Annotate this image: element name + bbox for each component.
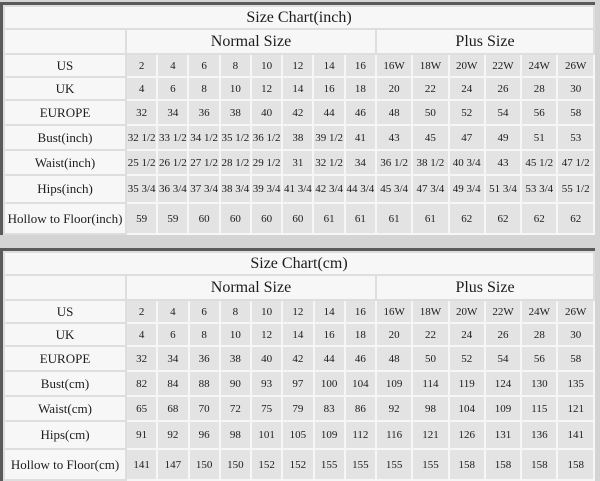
size-value-cell: 2 <box>126 300 157 323</box>
size-value-cell: 20W <box>449 300 485 323</box>
size-value-cell: 155 <box>345 449 376 480</box>
size-value-cell: 39 1/2 <box>313 125 344 150</box>
row-label: Waist(inch) <box>4 150 126 175</box>
size-value-cell: 105 <box>282 421 313 449</box>
row-label: UK <box>4 323 126 346</box>
size-value-cell: 150 <box>189 449 220 480</box>
size-value-cell: 98 <box>220 421 251 449</box>
plus-size-header: Plus Size <box>376 29 594 54</box>
row-label: Bust(cm) <box>4 371 126 396</box>
size-value-cell: 61 <box>313 203 344 234</box>
size-value-cell: 152 <box>282 449 313 480</box>
size-value-cell: 38 1/2 <box>412 150 448 175</box>
size-value-cell: 16W <box>376 300 412 323</box>
size-value-cell: 36 1/2 <box>376 150 412 175</box>
size-value-cell: 12 <box>251 323 282 346</box>
size-value-cell: 40 <box>251 346 282 371</box>
size-value-cell: 4 <box>126 323 157 346</box>
table-row <box>4 77 594 100</box>
size-value-cell: 26 1/2 <box>157 150 188 175</box>
size-value-cell: 33 1/2 <box>157 125 188 150</box>
size-value-cell: 18W <box>412 54 448 77</box>
size-value-cell: 10 <box>220 77 251 100</box>
row-label: Hollow to Floor(inch) <box>4 203 126 234</box>
size-value-cell: 35 3/4 <box>126 175 157 203</box>
row-label: EUROPE <box>4 100 126 125</box>
size-value-cell: 60 <box>220 203 251 234</box>
size-value-cell: 16 <box>345 54 376 77</box>
size-value-cell: 32 1/2 <box>126 125 157 150</box>
size-value-cell: 68 <box>157 396 188 421</box>
size-value-cell: 16 <box>313 77 344 100</box>
size-value-cell: 2 <box>126 54 157 77</box>
row-label: Bust(inch) <box>4 125 126 150</box>
size-value-cell: 12 <box>282 300 313 323</box>
size-value-cell: 32 <box>126 100 157 125</box>
size-value-cell: 54 <box>485 100 521 125</box>
size-value-cell: 93 <box>251 371 282 396</box>
size-value-cell: 34 1/2 <box>188 125 219 150</box>
plus-size-header: Plus Size <box>376 275 594 300</box>
size-value-cell: 10 <box>220 323 251 346</box>
size-value-cell: 48 <box>376 346 412 371</box>
table-row <box>4 125 594 150</box>
size-value-cell: 14 <box>313 54 344 77</box>
size-value-cell: 126 <box>449 421 485 449</box>
size-value-cell: 16W <box>376 54 412 77</box>
size-value-cell: 41 <box>345 125 376 150</box>
size-value-cell: 61 <box>412 203 448 234</box>
size-value-cell: 98 <box>412 396 448 421</box>
size-value-cell: 36 <box>188 100 219 125</box>
size-table-cm <box>3 251 595 481</box>
size-value-cell: 34 <box>345 150 376 175</box>
size-value-cell: 28 1/2 <box>220 150 251 175</box>
size-value-cell: 41 3/4 <box>282 175 313 203</box>
size-value-cell: 135 <box>557 371 594 396</box>
size-value-cell: 14 <box>314 300 345 323</box>
row-label: UK <box>4 77 126 100</box>
size-value-cell: 53 <box>557 125 594 150</box>
row-label: Waist(cm) <box>4 396 126 421</box>
size-value-cell: 45 1/2 <box>521 150 557 175</box>
size-value-cell: 51 3/4 <box>485 175 521 203</box>
size-value-cell: 91 <box>126 421 157 449</box>
size-value-cell: 56 <box>521 100 557 125</box>
size-value-cell: 155 <box>376 449 412 480</box>
size-value-cell: 6 <box>157 77 188 100</box>
size-value-cell: 8 <box>189 323 220 346</box>
size-value-cell: 59 <box>126 203 157 234</box>
row-label: Hollow to Floor(cm) <box>4 449 126 480</box>
size-value-cell: 121 <box>412 421 448 449</box>
size-value-cell: 104 <box>449 396 485 421</box>
size-value-cell: 62 <box>557 203 594 234</box>
size-value-cell: 58 <box>557 100 594 125</box>
size-value-cell: 22 <box>412 323 448 346</box>
size-value-cell: 84 <box>157 371 188 396</box>
size-value-cell: 124 <box>485 371 521 396</box>
size-value-cell: 20 <box>376 77 412 100</box>
size-value-cell: 28 <box>521 77 557 100</box>
table-row <box>4 300 594 323</box>
size-chart-inch-table <box>0 2 595 235</box>
size-value-cell: 38 3/4 <box>220 175 251 203</box>
size-value-cell: 70 <box>189 396 220 421</box>
size-value-cell: 37 3/4 <box>188 175 219 203</box>
size-value-cell: 62 <box>485 203 521 234</box>
size-value-cell: 4 <box>157 300 188 323</box>
column-group-row <box>4 29 594 54</box>
size-value-cell: 32 1/2 <box>313 150 344 175</box>
size-value-cell: 34 <box>157 100 188 125</box>
size-value-cell: 42 3/4 <box>313 175 344 203</box>
size-value-cell: 26 <box>485 323 521 346</box>
table-row <box>4 371 594 396</box>
size-value-cell: 65 <box>126 396 157 421</box>
size-value-cell: 158 <box>485 449 521 480</box>
size-value-cell: 35 1/2 <box>220 125 251 150</box>
size-value-cell: 55 1/2 <box>557 175 594 203</box>
size-value-cell: 42 <box>282 346 313 371</box>
size-value-cell: 147 <box>157 449 188 480</box>
size-value-cell: 141 <box>557 421 594 449</box>
size-value-cell: 16 <box>345 300 376 323</box>
size-value-cell: 59 <box>157 203 188 234</box>
size-value-cell: 60 <box>251 203 282 234</box>
size-value-cell: 34 <box>157 346 188 371</box>
size-value-cell: 158 <box>557 449 594 480</box>
row-label: US <box>4 300 126 323</box>
size-value-cell: 40 3/4 <box>449 150 485 175</box>
size-value-cell: 8 <box>188 77 219 100</box>
size-value-cell: 45 <box>412 125 448 150</box>
size-value-cell: 14 <box>282 323 313 346</box>
size-value-cell: 101 <box>251 421 282 449</box>
size-value-cell: 46 <box>345 346 376 371</box>
row-label: Hips(inch) <box>4 175 126 203</box>
size-value-cell: 47 3/4 <box>412 175 448 203</box>
size-value-cell: 54 <box>485 346 521 371</box>
size-value-cell: 88 <box>189 371 220 396</box>
title-row <box>4 6 594 29</box>
row-label: Hips(cm) <box>4 421 126 449</box>
size-value-cell: 86 <box>345 396 376 421</box>
size-value-cell: 4 <box>157 54 188 77</box>
size-value-cell: 6 <box>189 300 220 323</box>
size-value-cell: 109 <box>376 371 412 396</box>
table-row <box>4 150 594 175</box>
size-value-cell: 43 <box>376 125 412 150</box>
size-value-cell: 104 <box>345 371 376 396</box>
size-value-cell: 83 <box>314 396 345 421</box>
size-value-cell: 62 <box>449 203 485 234</box>
size-value-cell: 24W <box>521 54 557 77</box>
row-label: EUROPE <box>4 346 126 371</box>
size-value-cell: 47 1/2 <box>557 150 594 175</box>
size-value-cell: 155 <box>412 449 448 480</box>
size-value-cell: 90 <box>220 371 251 396</box>
normal-size-header: Normal Size <box>126 275 376 300</box>
size-value-cell: 20 <box>376 323 412 346</box>
table-row <box>4 100 594 125</box>
size-value-cell: 82 <box>126 371 157 396</box>
size-value-cell: 26 <box>485 77 521 100</box>
size-value-cell: 29 1/2 <box>251 150 282 175</box>
size-value-cell: 12 <box>251 77 282 100</box>
size-value-cell: 42 <box>282 100 313 125</box>
size-value-cell: 31 <box>282 150 313 175</box>
size-value-cell: 12 <box>282 54 313 77</box>
table-row <box>4 346 594 371</box>
size-value-cell: 158 <box>521 449 557 480</box>
table-row <box>4 175 594 203</box>
size-value-cell: 92 <box>157 421 188 449</box>
size-value-cell: 49 <box>485 125 521 150</box>
title-row <box>4 252 594 275</box>
size-value-cell: 36 1/2 <box>251 125 282 150</box>
size-value-cell: 121 <box>557 396 594 421</box>
size-value-cell: 8 <box>220 300 251 323</box>
size-value-cell: 100 <box>314 371 345 396</box>
size-value-cell: 60 <box>188 203 219 234</box>
size-value-cell: 24 <box>449 323 485 346</box>
table-row <box>4 396 594 421</box>
size-value-cell: 48 <box>376 100 412 125</box>
size-value-cell: 10 <box>251 54 282 77</box>
size-value-cell: 61 <box>376 203 412 234</box>
corner-cell <box>4 275 126 300</box>
size-value-cell: 136 <box>521 421 557 449</box>
size-value-cell: 44 <box>313 100 344 125</box>
size-value-cell: 131 <box>485 421 521 449</box>
size-value-cell: 10 <box>251 300 282 323</box>
size-value-cell: 45 3/4 <box>376 175 412 203</box>
size-table-inch <box>3 5 595 235</box>
size-value-cell: 22W <box>485 54 521 77</box>
size-value-cell: 44 <box>314 346 345 371</box>
size-value-cell: 27 1/2 <box>188 150 219 175</box>
size-value-cell: 141 <box>126 449 157 480</box>
size-value-cell: 36 3/4 <box>157 175 188 203</box>
normal-size-header: Normal Size <box>126 29 376 54</box>
size-value-cell: 8 <box>220 54 251 77</box>
table-row <box>4 421 594 449</box>
size-value-cell: 92 <box>376 396 412 421</box>
size-value-cell: 119 <box>449 371 485 396</box>
size-value-cell: 32 <box>126 346 157 371</box>
size-value-cell: 46 <box>345 100 376 125</box>
table-title: Size Chart(cm) <box>4 252 594 275</box>
size-value-cell: 38 <box>220 346 251 371</box>
size-value-cell: 114 <box>412 371 448 396</box>
size-value-cell: 50 <box>412 346 448 371</box>
size-value-cell: 53 3/4 <box>521 175 557 203</box>
size-value-cell: 16 <box>314 323 345 346</box>
size-value-cell: 24 <box>449 77 485 100</box>
size-value-cell: 43 <box>485 150 521 175</box>
size-value-cell: 22W <box>485 300 521 323</box>
size-value-cell: 150 <box>220 449 251 480</box>
size-value-cell: 52 <box>449 346 485 371</box>
size-value-cell: 97 <box>282 371 313 396</box>
size-value-cell: 4 <box>126 77 157 100</box>
size-value-cell: 14 <box>282 77 313 100</box>
size-value-cell: 116 <box>376 421 412 449</box>
size-value-cell: 38 <box>282 125 313 150</box>
size-value-cell: 30 <box>557 323 594 346</box>
size-value-cell: 56 <box>521 346 557 371</box>
size-value-cell: 18 <box>345 77 376 100</box>
size-value-cell: 38 <box>220 100 251 125</box>
size-value-cell: 28 <box>521 323 557 346</box>
size-value-cell: 25 1/2 <box>126 150 157 175</box>
size-value-cell: 109 <box>485 396 521 421</box>
size-value-cell: 72 <box>220 396 251 421</box>
size-value-cell: 20W <box>449 54 485 77</box>
size-value-cell: 6 <box>188 54 219 77</box>
size-value-cell: 26W <box>557 300 594 323</box>
table-row <box>4 323 594 346</box>
size-value-cell: 158 <box>449 449 485 480</box>
size-value-cell: 155 <box>314 449 345 480</box>
size-value-cell: 152 <box>251 449 282 480</box>
size-value-cell: 51 <box>521 125 557 150</box>
size-value-cell: 47 <box>449 125 485 150</box>
size-value-cell: 24W <box>521 300 557 323</box>
size-value-cell: 44 3/4 <box>345 175 376 203</box>
size-value-cell: 40 <box>251 100 282 125</box>
size-value-cell: 6 <box>157 323 188 346</box>
table-row <box>4 449 594 480</box>
size-value-cell: 22 <box>412 77 448 100</box>
size-value-cell: 52 <box>449 100 485 125</box>
size-value-cell: 18 <box>345 323 376 346</box>
corner-cell <box>4 29 126 54</box>
size-value-cell: 36 <box>189 346 220 371</box>
size-value-cell: 61 <box>345 203 376 234</box>
row-label: US <box>4 54 126 77</box>
size-value-cell: 75 <box>251 396 282 421</box>
size-value-cell: 26W <box>557 54 594 77</box>
size-value-cell: 58 <box>557 346 594 371</box>
size-value-cell: 112 <box>345 421 376 449</box>
table-row <box>4 54 594 77</box>
size-value-cell: 130 <box>521 371 557 396</box>
size-value-cell: 115 <box>521 396 557 421</box>
size-value-cell: 18W <box>412 300 448 323</box>
size-value-cell: 49 3/4 <box>449 175 485 203</box>
table-title: Size Chart(inch) <box>4 6 594 29</box>
size-value-cell: 60 <box>282 203 313 234</box>
size-value-cell: 62 <box>521 203 557 234</box>
size-value-cell: 39 3/4 <box>251 175 282 203</box>
size-value-cell: 50 <box>412 100 448 125</box>
size-value-cell: 96 <box>189 421 220 449</box>
column-group-row <box>4 275 594 300</box>
size-value-cell: 79 <box>282 396 313 421</box>
table-row <box>4 203 594 234</box>
size-value-cell: 30 <box>557 77 594 100</box>
size-value-cell: 109 <box>314 421 345 449</box>
size-chart-cm-table <box>0 248 595 481</box>
